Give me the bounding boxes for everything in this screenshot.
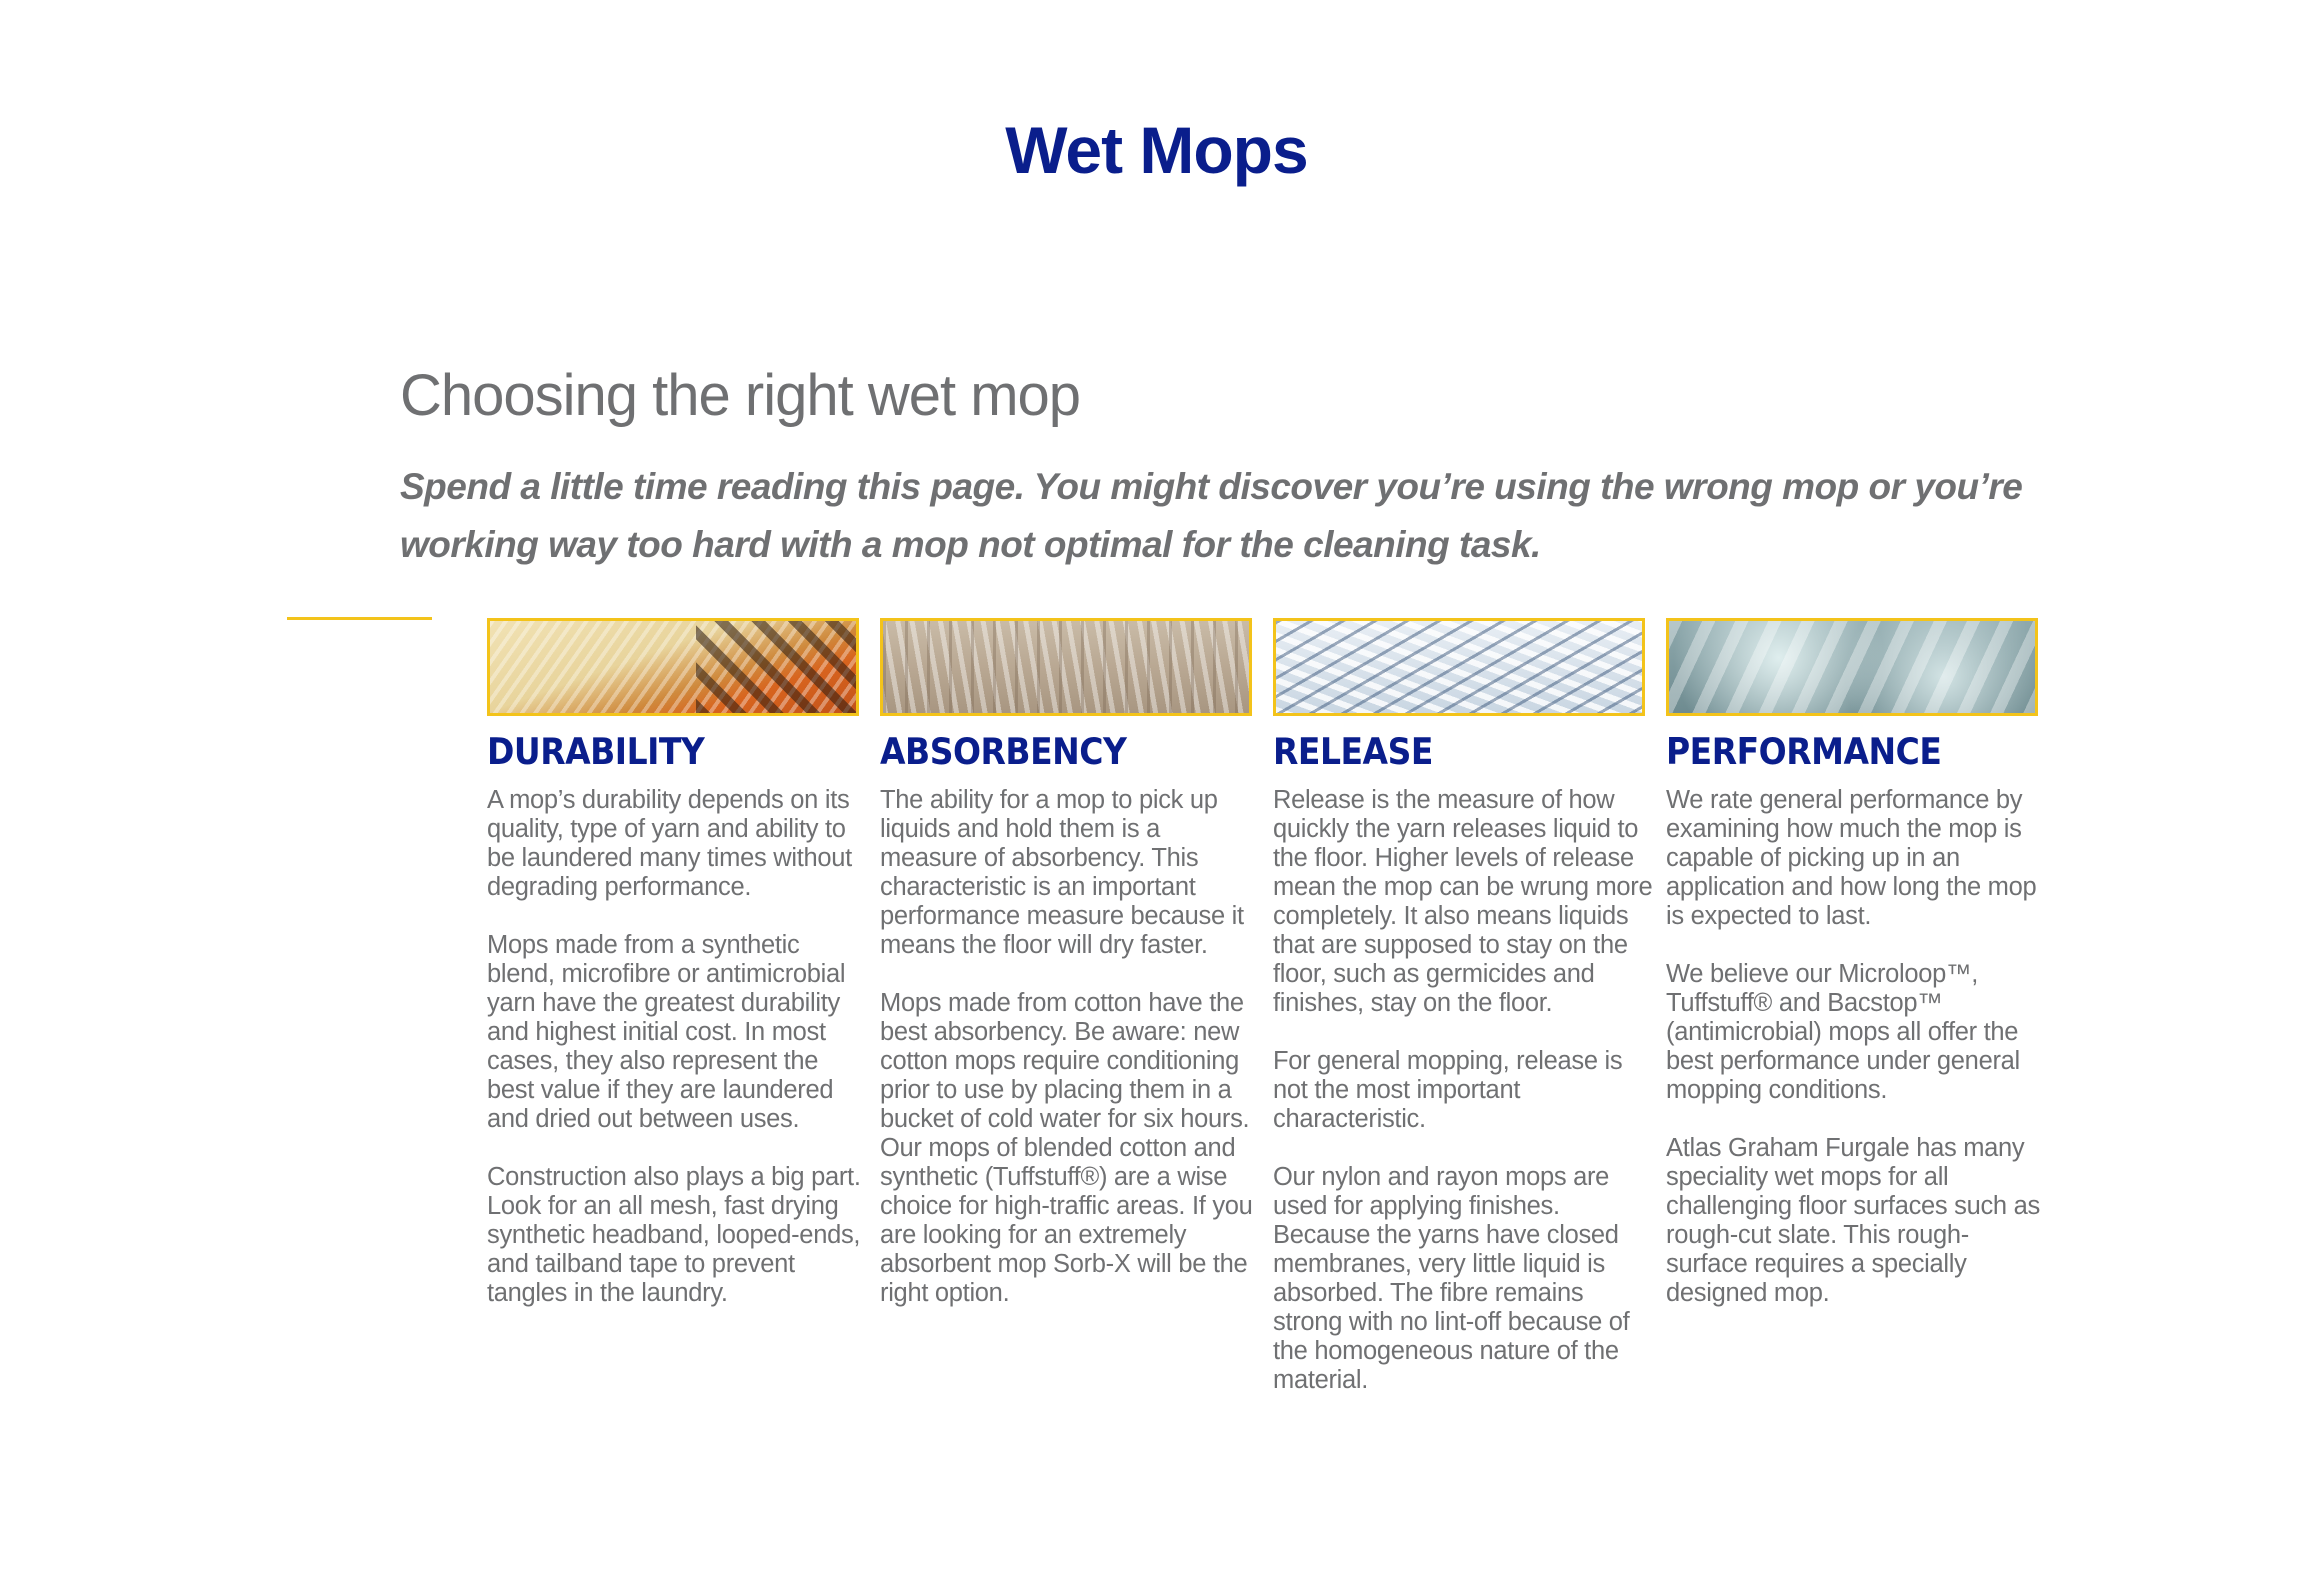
column-release xyxy=(1273,618,1653,1394)
column-body xyxy=(880,786,1260,1337)
column-paragraph: We believe our Microloop™, Tuffstuff® and Bacstop™ (antimicrobial) mops all offer the best performance under general mopping conditions. xyxy=(1666,960,2020,1104)
column-title: ABSORBENCY xyxy=(880,730,1127,773)
accent-divider xyxy=(287,617,432,620)
column-paragraph: Mops made from a synthetic blend, microfibre or antimicrobial yarn have the greatest durability and highest initial cost. In most cases, they also represent the best value if they are laundered and dried out between uses. xyxy=(487,931,846,1133)
column-paragraph: We rate general performance by examining how much the mop is capable of picking up in an application and how long the mop is expected to last. xyxy=(1666,786,2037,930)
column-paragraph: The ability for a mop to pick up liquids and hold them is a measure of absorbency. This characteristic is an important performance measure because it means the floor will dry faster. xyxy=(880,786,1244,959)
column-paragraph: Our nylon and rayon mops are used for applying finishes. Because the yarns have closed membranes, very little liquid is absorbed. The fibre remains strong with no lint-off because of the homogeneous nature of the material. xyxy=(1273,1163,1630,1394)
page-title: Wet Mops xyxy=(1005,113,1308,187)
column-paragraph: Construction also plays a big part. Look for an all mesh, fast drying synthetic headband, looped-ends, and tailband tape to prevent tangles in the laundry. xyxy=(487,1163,861,1307)
column-title: PERFORMANCE xyxy=(1666,730,1942,773)
column-paragraph: Release is the measure of how quickly the yarn releases liquid to the floor. Higher levels of release mean the mop can be wrung more completely. It also means liquids that are supposed to stay on the floor, such as germicides and finishes, stay on the floor. xyxy=(1273,786,1653,1017)
absorbency-cotton-image xyxy=(880,618,1252,716)
section-heading: Choosing the right wet mop xyxy=(400,363,1081,428)
column-body xyxy=(487,786,867,1337)
column-performance xyxy=(1666,618,2040,1307)
intro-text: Spend a little time reading this page. You might discover you’re using the wrong mop or you’re working way too hard with a mop not optimal for the cleaning task. xyxy=(400,466,2023,565)
column-absorbency xyxy=(880,618,1253,1307)
column-paragraph: Mops made from cotton have the best absorbency. Be aware: new cotton mops require conditioning prior to use by placing them in a bucket of cold water for six hours. Our mops of blended cotton and synthetic (Tuffstuff®) are a wise choice for high-traffic areas. If you are looking for an extremely absorbent mop Sorb-X will be the right option. xyxy=(880,989,1253,1307)
column-body xyxy=(1273,786,1653,1424)
column-durability xyxy=(487,618,861,1307)
column-title: RELEASE xyxy=(1273,730,1433,773)
performance-microloop-image xyxy=(1666,618,2038,716)
column-body xyxy=(1666,786,2046,1337)
column-paragraph: Atlas Graham Furgale has many speciality wet mops for all challenging floor surfaces such as rough-cut slate. This rough-surface requires a specially designed mop. xyxy=(1666,1134,2040,1307)
durability-yarn-image xyxy=(487,618,859,716)
column-title: DURABILITY xyxy=(487,730,705,773)
column-paragraph: For general mopping, release is not the most important characteristic. xyxy=(1273,1047,1623,1133)
column-paragraph: A mop’s durability depends on its quality, type of yarn and ability to be laundered many times without degrading performance. xyxy=(487,786,852,901)
release-nylon-image xyxy=(1273,618,1645,716)
